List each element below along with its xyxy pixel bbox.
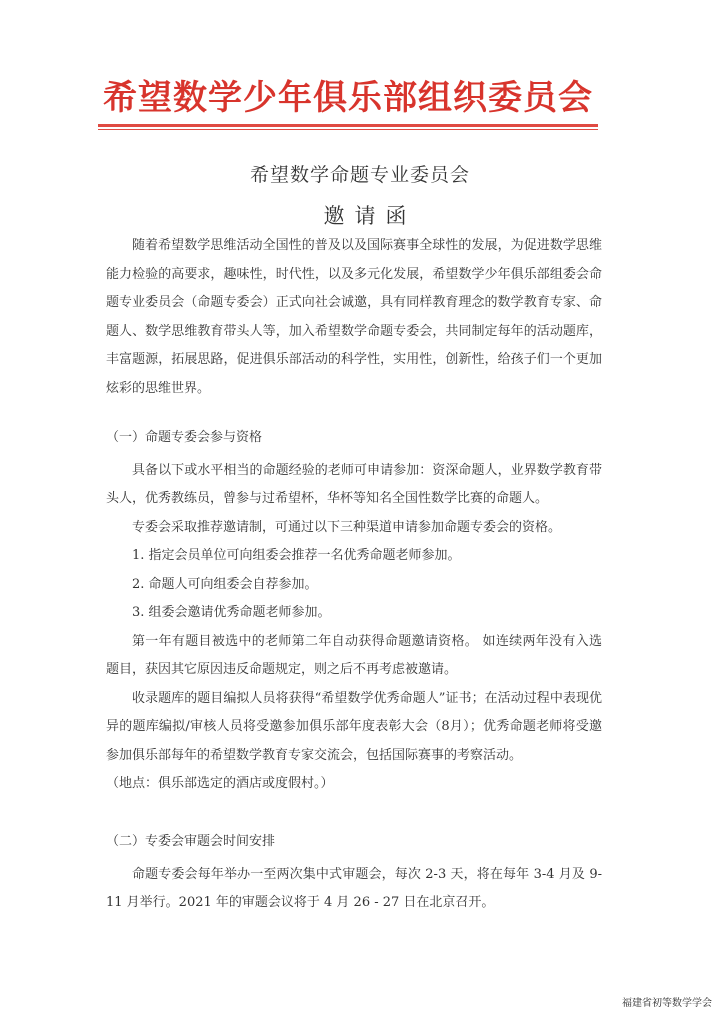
- schedule-paragraph: 命题专委会每年举办一至两次集中式审题会，每次 2-3 天，将在每年 3-4 月及 9-11 月举行。2021 年的审题会议将于 4 月 26 - 27 日在北京召开。: [106, 866, 602, 910]
- schedule-section: [106, 828, 602, 918]
- qualification-paragraph-4: 收录题库的题目编拟人员将获得“希望数学优秀命题人”证书；在活动过程中表现优异的题库编拟/审核人员将受邀参加俱乐部年度表彰大会（8月）；优秀命题老师将受邀参加俱乐部每年的希望数学教育专家交流会，包括国际赛事的考察活动。: [106, 690, 602, 763]
- letterhead-rule-thick: [98, 124, 598, 127]
- channel-item-2: 2. 命题人可向组委会自荐参加。: [132, 576, 318, 592]
- committee-title: 希望数学命题专业委员会: [249, 164, 470, 186]
- qualification-paragraph-1: 具备以下或水平相当的命题经验的老师可申请参加：资深命题人，业界数学教育带头人，优秀教练员，曾参与过希望杯，华杯等知名全国性数学比赛的命题人。: [106, 462, 602, 506]
- channel-item-1: 1. 指定会员单位可向组委会推荐一名优秀命题老师参加。: [132, 548, 461, 563]
- letterhead-rule-thin: [98, 129, 598, 130]
- invitation-title: 邀请函: [323, 204, 417, 228]
- intro-paragraph: 随着希望数学思维活动全国性的普及以及国际赛事全球性的发展，为促进数学思维能力检验的高要求，趣味性，时代性，以及多元化发展，希望数学少年俱乐部组委会命题专业委员会（命题专委会）正式向社会诚邀，具有同样教育理念的数学教育专家、命题人、数学思维教育带头人等，加入希望数学命题专委会，共同制定每年的活动题库，丰富题源，拓展思路，促进俱乐部活动的科学性，实用性，创新性，给孩子们一个更加炫彩的思维世界。: [106, 238, 602, 396]
- qualification-paragraph-3: 第一年有题目被选中的老师第二年自动获得命题邀请资格。 如连续两年没有入选题目，获因其它原因违反命题规定，则之后不再考虑被邀请。: [106, 633, 602, 677]
- intro-section: [106, 232, 602, 403]
- channel-item-3: 3. 组委会邀请优秀命题老师参加。: [132, 605, 331, 620]
- qualification-paragraph-2: 专委会采取推荐邀请制，可通过以下三种渠道申请参加命题专委会的资格。: [132, 519, 562, 535]
- section-heading-qualification: （一）命题专委会参与资格: [106, 430, 263, 445]
- footer-watermark: 福建省初等数学学会: [622, 998, 712, 1009]
- qualification-section: [106, 424, 602, 799]
- section-heading-schedule: （二）专委会审题会时间安排: [106, 834, 276, 849]
- location-note: （地点：俱乐部选定的酒店或度假村。）: [106, 776, 334, 791]
- letterhead-title: 希望数学少年俱乐部组织委员会: [103, 78, 593, 118]
